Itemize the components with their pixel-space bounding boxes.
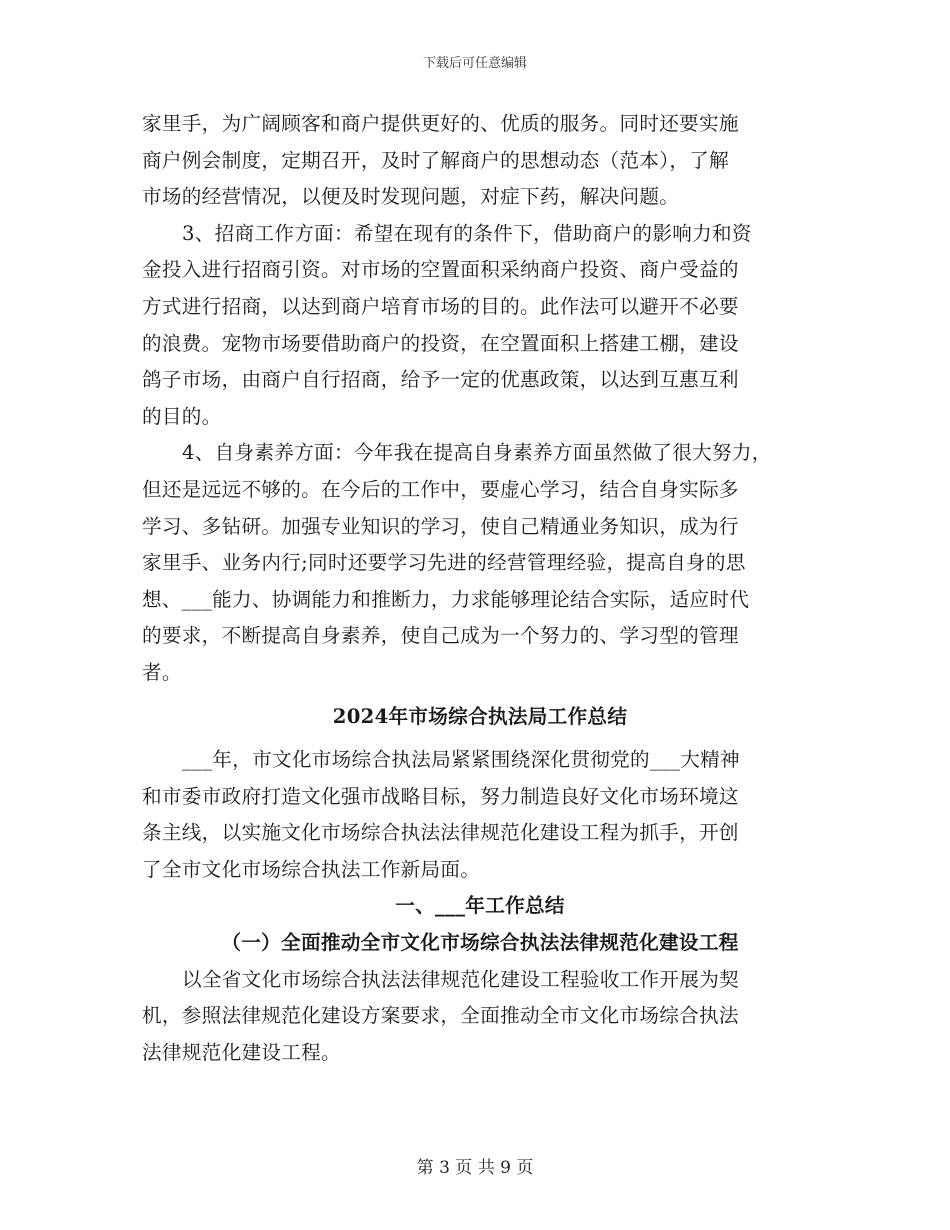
text-line: 以全省文化市场综合执法法律规范化建设工程验收工作开展为契 (182, 967, 740, 991)
text-line: 市场的经营情况，以便及时发现问题，对症下药，解决问题。 (142, 185, 680, 209)
page-footer: 第 3 页 共 9 页 (416, 1158, 534, 1178)
text-line: 了全市文化市场综合执法工作新局面。 (142, 857, 481, 881)
text-line: 4、自身素养方面：今年我在提高自身素养方面虽然做了很大努力， (182, 441, 772, 465)
text-line: 鸽子市场，由商户自行招商，给予一定的优惠政策，以达到互惠互利 (142, 368, 739, 392)
text-line: 商户例会制度，定期召开，及时了解商户的思想动态（范本），了解 (142, 148, 730, 172)
text-line: 的目的。 (142, 404, 222, 428)
text-line: 3、招商工作方面：希望在现有的条件下，借助商户的影响力和资 (182, 221, 752, 245)
text-line: 的浪费。宠物市场要借助商户的投资，在空置面积上搭建工棚，建设 (142, 331, 739, 355)
document-body (142, 106, 818, 1071)
text-line: 金投入进行招商引资。对市场的空置面积采纳商户投资、商户受益的 (142, 258, 739, 282)
text-line: 方式进行招商，以达到商户培育市场的目的。此作法可以避开不必要 (142, 294, 739, 318)
page-header: 下载后可任意编辑 (422, 56, 527, 71)
subsection-heading: （一）全面推动全市文化市场综合执法法律规范化建设工程 (221, 931, 739, 955)
document-title: 2024年市场综合执法局工作总结 (332, 704, 628, 728)
paragraph-block-2 (142, 742, 818, 888)
text-line: 但还是远远不够的。在今后的工作中，要虚心学习，结合自身实际多 (142, 477, 739, 501)
text-line: 条主线，以实施文化市场综合执法法律规范化建设工程为抓手，开创 (142, 821, 739, 845)
section-heading: 一、___年工作总结 (395, 894, 565, 918)
text-line: 想、___能力、协调能力和推断力，力求能够理论结合实际，适应时代 (142, 587, 750, 611)
text-line: 学习、多钻研。加强专业知识的学习，使自己精通业务知识，成为行 (142, 514, 739, 538)
text-line: 者。 (142, 660, 182, 684)
text-line: 家里手、业务内行;同时还要学习先进的经营管理经验，提高自身的思 (142, 551, 746, 575)
text-line: ___年，市文化市场综合执法局紧紧围绕深化贯彻党的___大精神 (182, 748, 740, 772)
text-line: 的要求，不断提高自身素养，使自己成为一个努力的、学习型的管理 (142, 624, 739, 648)
paragraph-block-3 (142, 962, 818, 1072)
text-line: 机，参照法律规范化建设方案要求，全面推动全市文化市场综合执法 (142, 1004, 739, 1028)
paragraph-block-1 (142, 106, 818, 692)
text-line: 和市委市政府打造文化强市战略目标，努力制造良好文化市场环境这 (142, 784, 739, 808)
text-line: 法律规范化建设工程。 (142, 1040, 341, 1064)
text-line: 家里手，为广阔顾客和商户提供更好的、优质的服务。同时还要实施 (142, 112, 739, 135)
